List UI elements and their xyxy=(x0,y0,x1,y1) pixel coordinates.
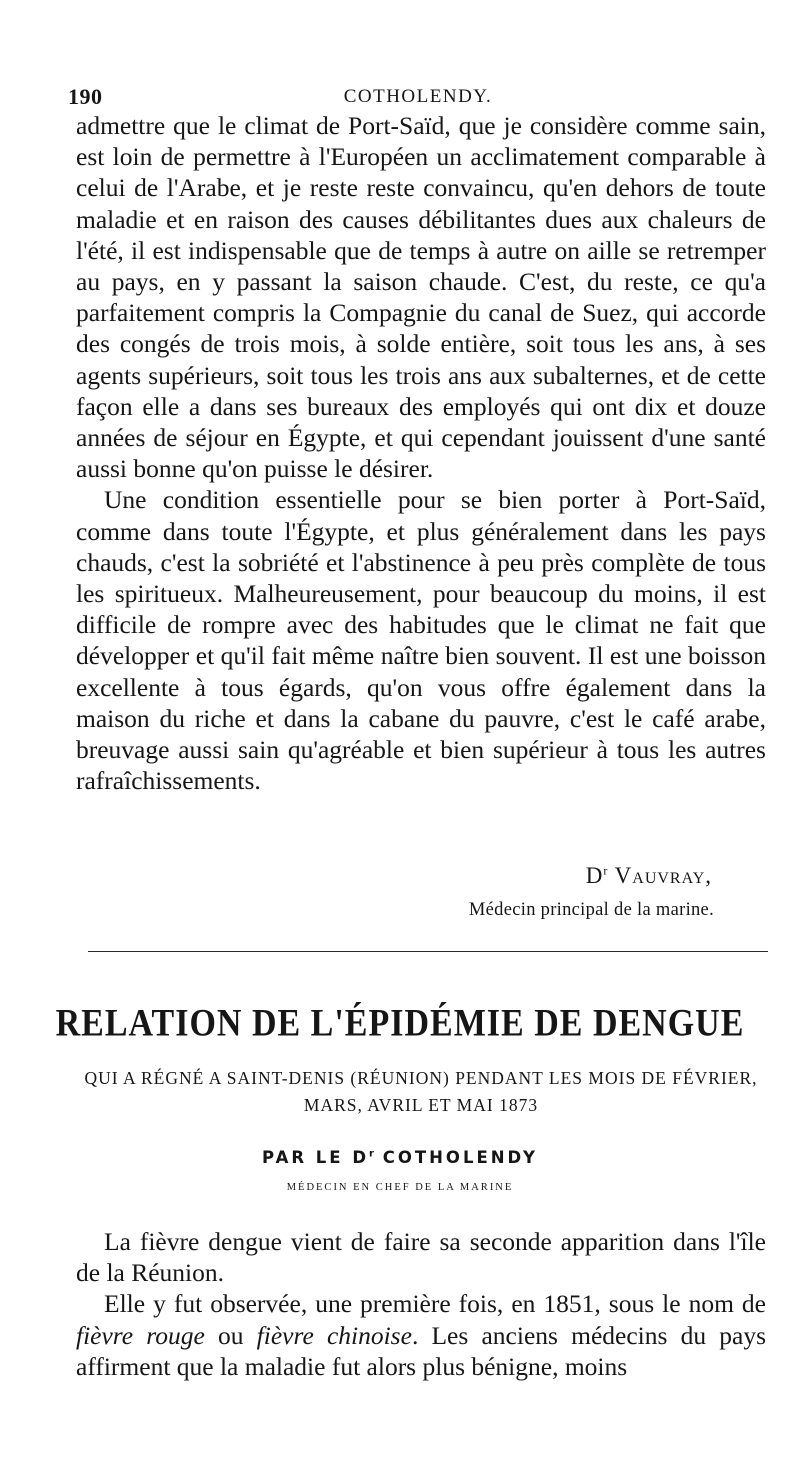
author-prefix: PAR LE D xyxy=(262,1148,370,1167)
running-head: COTHOLENDY. xyxy=(343,86,493,107)
article-subtitle: QUI A RÉGNÉ A SAINT-DENIS (RÉUNION) PENDANT LES MOIS DE FÉVRIER, MARS, AVRIL ET MAI 1873 xyxy=(84,1068,758,1115)
section-divider xyxy=(88,951,768,952)
author-role: MÉDECIN EN CHEF DE LA MARINE xyxy=(286,1182,514,1193)
paragraph-intro: La fièvre dengue vient de faire sa seconde apparition dans l'île de la Réunion. xyxy=(76,1227,766,1288)
article-author xyxy=(0,1148,800,1167)
history-text-end: . Les anciens médecins du pays affirment que la maladie fut alors plus bénigne, moins xyxy=(76,1320,766,1381)
signature-prefix: D xyxy=(585,863,604,888)
history-text-start: Elle y fut observée, une première fois, en 1851, sous le nom de xyxy=(104,1289,766,1319)
author-name: COTHOLENDY xyxy=(382,1148,538,1167)
term-fievre-chinoise: fièvre chinoise xyxy=(256,1320,412,1350)
paragraph-continued: admettre que le climat de Port-Saïd, que je considère comme sain, est loin de permettre à l'Européen un acclimatement comparable à celui de l'Arabe, et je reste reste convaincu, qu'en dehors de toute maladie et en raison des causes débilitantes dues aux chaleurs de l'été, il est indispensable que de temps à autre on aille se retremper au pays, en y passant la saison chaude. C'est, du reste, ce qu'a parfaitement compris la Compagnie du canal de Suez, qui accorde des congés de trois mois, à solde entière, soit tous les ans, à ses agents supérieurs, soit tous les trois ans aux subalternes, et de cette façon elle a dans ses bureaux des employés qui ont dix et douze années de séjour en Égypte, et qui cependant jouissent d'une santé aussi bonne qu'on puisse le désirer. xyxy=(76,111,766,484)
term-fievre-rouge: fièvre rouge xyxy=(76,1320,205,1350)
article-body xyxy=(76,1226,766,1382)
signature-name: Vauvray, xyxy=(614,863,712,888)
previous-article-text xyxy=(76,110,766,796)
page-number: 190 xyxy=(68,84,103,109)
history-text-or: ou xyxy=(204,1320,257,1350)
signature-prefix-sup: r xyxy=(603,863,609,878)
paragraph-sobriety: Une condition essentielle pour se bien porter à Port-Saïd, comme dans toute l'Égypte, et plus généralement dans les pays chauds, c'est la sobriété et l'abstinence à peu près complète de tous les spiritueux. Malheureusement, pour beaucoup du moins, il est difficile de rompre avec des habitudes que le climat ne fait que développer et qu'il fait même naître bien souvent. Il est une boisson excellente à tous égards, qu'on vous offre également dans la maison du riche et dans la cabane du pauvre, c'est le café arabe, breuvage aussi sain qu'agréable et bien supérieur à tous les autres rafraîchissements. xyxy=(76,485,766,796)
author-prefix-sup: r xyxy=(369,1148,374,1160)
signature xyxy=(586,863,712,889)
paragraph-history xyxy=(76,1288,766,1382)
signature-role: Médecin principal de la marine. xyxy=(468,900,714,920)
article-title: RELATION DE L'ÉPIDÉMIE DE DENGUE xyxy=(55,1002,745,1045)
